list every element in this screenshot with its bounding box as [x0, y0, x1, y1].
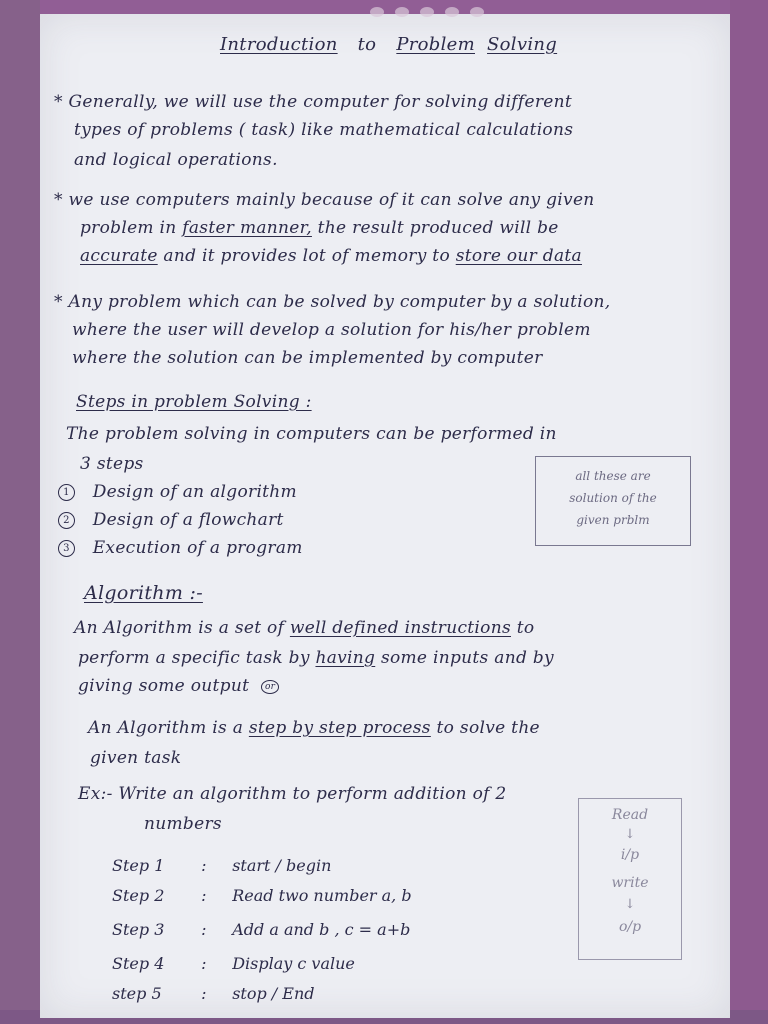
- algorithm-def2-line-1: [88, 718, 540, 738]
- paragraph-3-line-3: where the solution can be implemented by computer: [72, 348, 543, 368]
- step-separator: :: [201, 954, 207, 973]
- paragraph-text: to solve the: [436, 718, 540, 738]
- side-note-line-2: solution of the: [569, 491, 657, 505]
- binding-hole: [445, 7, 459, 17]
- paragraph-1-line-3: and logical operations.: [74, 150, 278, 170]
- paragraph-2-line-3: [80, 246, 582, 266]
- step-item-2: [58, 510, 284, 530]
- step-separator: :: [201, 920, 207, 939]
- paragraph-text: we use computers mainly because of it can solve any given: [68, 190, 595, 210]
- underlined-phrase: having: [315, 648, 376, 668]
- step-label: Step 2: [112, 886, 165, 905]
- title-word-4: Solving: [487, 34, 558, 55]
- step-text: Display c value: [232, 954, 355, 973]
- bullet-star: *: [54, 92, 63, 112]
- paragraph-text: perform a specific task by: [78, 648, 310, 668]
- algorithm-def2-line-2: given task: [90, 748, 182, 768]
- binding-hole: [420, 7, 434, 17]
- algorithm-def-line-3: [78, 676, 279, 696]
- side-note-line-1: all these are: [575, 469, 651, 483]
- title-word-3: Problem: [396, 34, 475, 55]
- step-text: Add a and b , c = a+b: [232, 920, 411, 939]
- step-number-badge: 3: [58, 540, 75, 557]
- step-number-badge: 1: [58, 484, 75, 501]
- step-label: Step 1: [112, 856, 165, 875]
- underlined-phrase: accurate: [80, 246, 158, 266]
- paragraph-text: Any problem which can be solved by computer by a solution,: [68, 292, 611, 312]
- example-step-5: [112, 984, 315, 1003]
- algorithm-heading: Algorithm :-: [84, 582, 203, 604]
- binding-hole: [395, 7, 409, 17]
- algorithm-def-line-1: [74, 618, 534, 638]
- paragraph-text: giving some output: [78, 676, 250, 696]
- underlined-phrase: well defined instructions: [289, 618, 511, 638]
- step-text: Design of a flowchart: [92, 510, 284, 530]
- step-text: Execution of a program: [92, 538, 303, 558]
- example-step-3: [112, 920, 410, 939]
- underlined-phrase: store our data: [455, 246, 582, 266]
- paragraph-text: An Algorithm is a set of: [74, 618, 285, 638]
- or-badge: or: [261, 680, 279, 694]
- title-word-2: to: [357, 34, 377, 55]
- example-step-4: [112, 954, 355, 973]
- step-text: start / begin: [232, 856, 332, 875]
- flow-read-label: Read: [611, 807, 649, 823]
- desk-background-left: [0, 0, 40, 1024]
- flow-write-label: write: [611, 875, 649, 891]
- paragraph-1-line-1: [54, 92, 572, 112]
- step-label: Step 3: [112, 920, 165, 939]
- binding-hole: [470, 7, 484, 17]
- paragraph-2-line-2: [80, 218, 559, 238]
- step-label: step 5: [112, 984, 162, 1003]
- steps-intro-line-1: The problem solving in computers can be performed in: [66, 424, 557, 444]
- step-text: Design of an algorithm: [92, 482, 297, 502]
- paragraph-text: problem in: [80, 218, 177, 238]
- paragraph-text: the result produced will be: [317, 218, 559, 238]
- step-label: Step 4: [112, 954, 165, 973]
- underlined-phrase: step by step process: [248, 718, 431, 738]
- example-line-2: numbers: [144, 814, 222, 834]
- underlined-phrase: faster manner,: [182, 218, 312, 238]
- spiral-holes: [370, 2, 490, 21]
- paragraph-text: some inputs and by: [380, 648, 554, 668]
- paragraph-text: Generally, we will use the computer for solving different: [68, 92, 573, 112]
- steps-heading: Steps in problem Solving :: [76, 392, 312, 412]
- step-text: Read two number a, b: [232, 886, 412, 905]
- paragraph-text: to: [516, 618, 535, 638]
- side-note-line-3: given prblm: [576, 513, 650, 527]
- notebook-page: [40, 14, 730, 1018]
- example-step-2: [112, 886, 412, 905]
- paragraph-1-line-2: types of problems ( task) like mathematical calculations: [74, 120, 574, 140]
- step-separator: :: [201, 984, 207, 1003]
- down-arrow-icon: ↓: [624, 827, 636, 842]
- steps-intro-line-2: 3 steps: [80, 454, 144, 474]
- paragraph-text: and it provides lot of memory to: [163, 246, 450, 266]
- paragraph-text: An Algorithm is a: [88, 718, 244, 738]
- example-step-1: [112, 856, 331, 875]
- flow-input-label: i/p: [620, 847, 640, 863]
- desk-background-right: [730, 0, 768, 1024]
- side-note-box: [535, 456, 691, 546]
- step-text: stop / End: [232, 984, 315, 1003]
- flow-diagram-box: [578, 798, 682, 960]
- bullet-star: *: [54, 292, 63, 312]
- title-word-1: Introduction: [220, 34, 338, 55]
- paragraph-2-line-1: [54, 190, 595, 210]
- step-item-1: [58, 482, 297, 502]
- flow-output-label: o/p: [618, 919, 642, 935]
- step-separator: :: [201, 856, 207, 875]
- example-line-1: Ex:- Write an algorithm to perform addition of 2: [78, 784, 507, 804]
- binding-hole: [370, 7, 384, 17]
- algorithm-def-line-2: [78, 648, 554, 668]
- bullet-star: *: [54, 190, 63, 210]
- step-number-badge: 2: [58, 512, 75, 529]
- step-separator: :: [201, 886, 207, 905]
- paragraph-3-line-2: where the user will develop a solution for his/her problem: [72, 320, 591, 340]
- down-arrow-icon: ↓: [624, 897, 636, 912]
- paragraph-3-line-1: [54, 292, 610, 312]
- step-item-3: [58, 538, 303, 558]
- page-title: [220, 34, 557, 55]
